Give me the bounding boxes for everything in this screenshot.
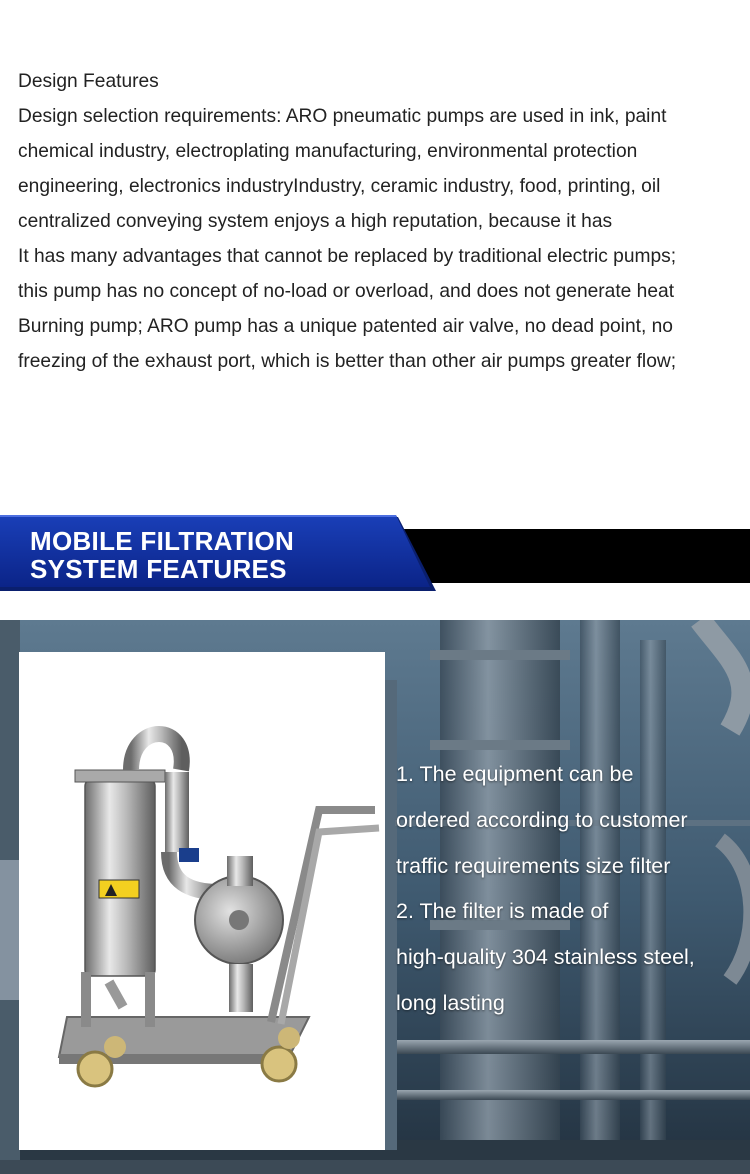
intro-line: Design selection requirements: ARO pneumatic pumps are used in ink, paint (18, 106, 667, 127)
intro-line: It has many advantages that cannot be replaced by traditional electric pumps; (18, 246, 677, 267)
banner-title-line1: MOBILE FILTRATION (30, 526, 295, 556)
intro-line: freezing of the exhaust port, which is better than other air pumps greater flow; (18, 351, 677, 372)
banner-title-line2: SYSTEM FEATURES (30, 554, 287, 584)
feature-line: high-quality 304 stainless steel, (396, 945, 695, 970)
feature-line: 1. The equipment can be (396, 762, 634, 786)
feature-line: traffic requirements size filter (396, 853, 671, 878)
banner-blue-shape (0, 515, 440, 595)
design-features-heading: Design Features (18, 71, 159, 92)
intro-line: this pump has no concept of no-load or overload, and does not generate heat (18, 281, 675, 302)
intro-line: centralized conveying system enjoys a high reputation, because it has (18, 211, 613, 232)
section-banner (0, 515, 750, 595)
intro-line: Burning pump; ARO pump has a unique patented air valve, no dead point, no (18, 316, 673, 337)
intro-line: chemical industry, electroplating manufacturing, environmental protection (18, 141, 638, 162)
banner-title (30, 527, 294, 583)
intro-line: engineering, electronics industryIndustry, ceramic industry, food, printing, oil (18, 176, 661, 197)
product-image-card (19, 652, 385, 1150)
features-list (396, 752, 746, 1027)
feature-line: ordered according to customer (396, 807, 688, 832)
feature-line: long lasting (396, 990, 505, 1015)
mobile-filter-cart-image (19, 652, 385, 1150)
feature-line: 2. The filter is made of (396, 899, 609, 924)
product-photo-section (0, 620, 750, 1174)
design-features-section (18, 64, 748, 379)
